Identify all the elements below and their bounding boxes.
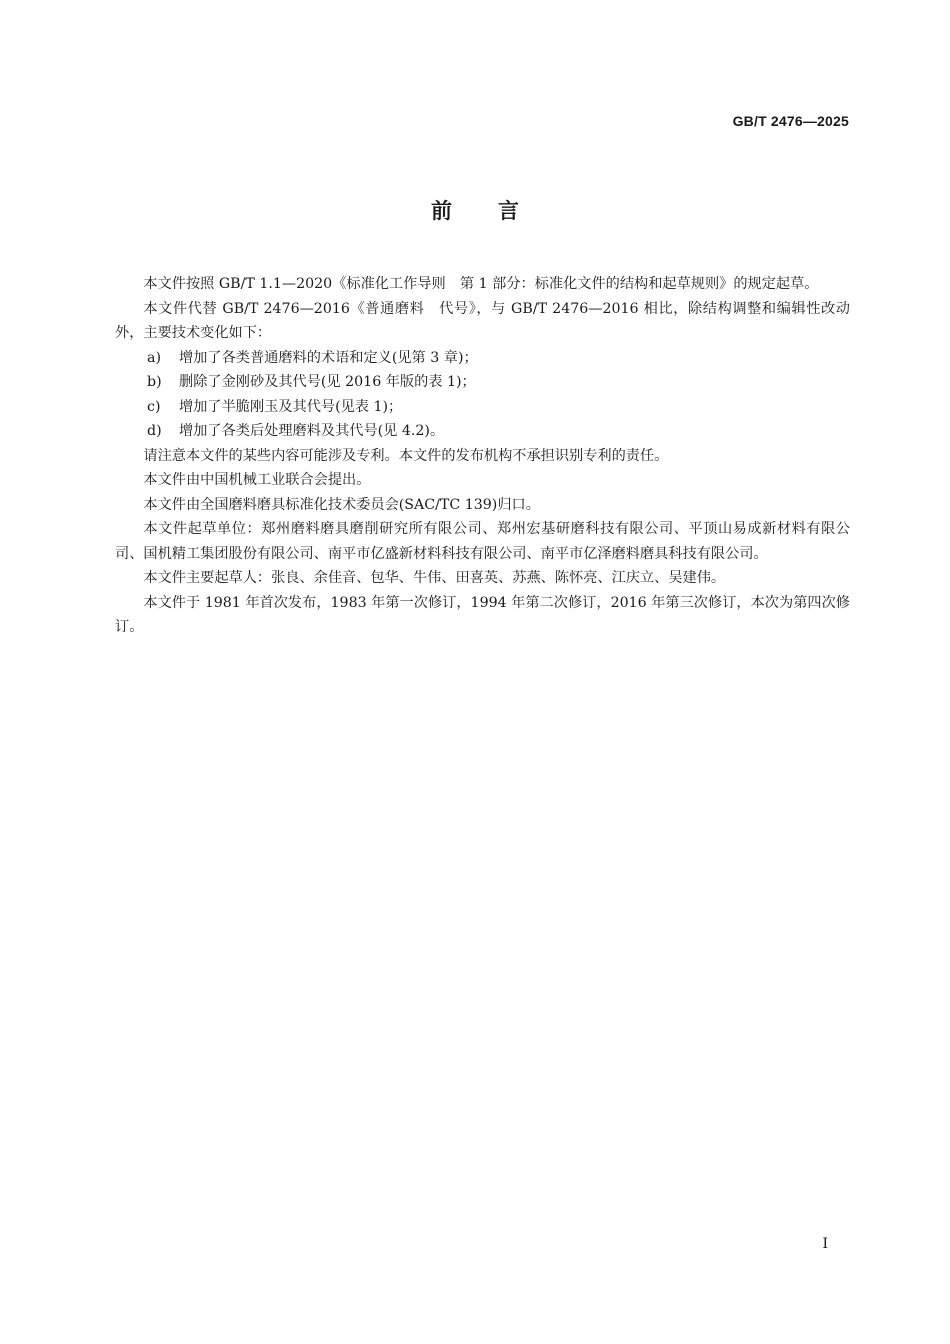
list-item-mark: a) bbox=[147, 349, 161, 366]
paragraph-patent-notice: 请注意本文件的某些内容可能涉及专利。本文件的发布机构不承担识别专利的责任。 bbox=[143, 447, 669, 464]
title-char-1: 前 bbox=[431, 199, 452, 223]
paragraph-proposer: 本文件由中国机械工业联合会提出。 bbox=[143, 472, 371, 488]
list-item-mark: d) bbox=[147, 423, 162, 439]
paragraph-committee: 本文件由全国磨料磨具标准化技术委员会(SAC/TC 139)归口。 bbox=[143, 496, 540, 513]
paragraph-drafters: 本文件主要起草人：张良、余佳音、包华、牛伟、田喜英、苏燕、陈怀亮、江庆立、吴建伟。 bbox=[143, 570, 726, 586]
page-title bbox=[0, 195, 950, 225]
paragraph-history: 本文件于 1981 年首次发布，1983 年第一次修订，1994 年第二次修订，2016 年第三次修订，本次为第四次修订。 bbox=[115, 594, 850, 635]
list-item bbox=[115, 346, 850, 371]
paragraph-replaces: 本文件代替 GB/T 2476—2016《普通磨料 代号》，与 GB/T 2476—2016 相比，除结构调整和编辑性改动外，主要技术变化如下： bbox=[115, 300, 850, 341]
page-number: I bbox=[822, 1236, 828, 1252]
foreword-body bbox=[115, 272, 850, 640]
paragraph-drafting-units: 本文件起草单位：郑州磨料磨具磨削研究所有限公司、郑州宏基研磨科技有限公司、平顶山易成新材料有限公司、国机精工集团股份有限公司、南平市亿盛新材料科技有限公司、南平市亿泽磨料磨具科技有限公司。 bbox=[115, 521, 850, 562]
list-item bbox=[115, 395, 850, 420]
list-item-mark: b) bbox=[147, 374, 162, 390]
list-item-text: 删除了金刚砂及其代号(见 2016 年版的表 1)； bbox=[179, 374, 476, 390]
title-char-2: 言 bbox=[498, 199, 519, 223]
list-item bbox=[115, 370, 850, 395]
list-item-mark: c) bbox=[147, 398, 161, 415]
paragraph-drafting-rules: 本文件按照 GB/T 1.1—2020《标准化工作导则 第 1 部分：标准化文件的结构和起草规则》的规定起草。 bbox=[143, 276, 819, 292]
list-item-text: 增加了各类后处理磨料及其代号(见 4.2)。 bbox=[179, 423, 445, 439]
list-item-text: 增加了各类普通磨料的术语和定义(见第 3 章)； bbox=[179, 349, 478, 366]
list-item-text: 增加了半脆刚玉及其代号(见表 1)； bbox=[179, 398, 403, 415]
list-item bbox=[115, 419, 850, 444]
standard-code: GB/T 2476—2025 bbox=[732, 113, 849, 129]
